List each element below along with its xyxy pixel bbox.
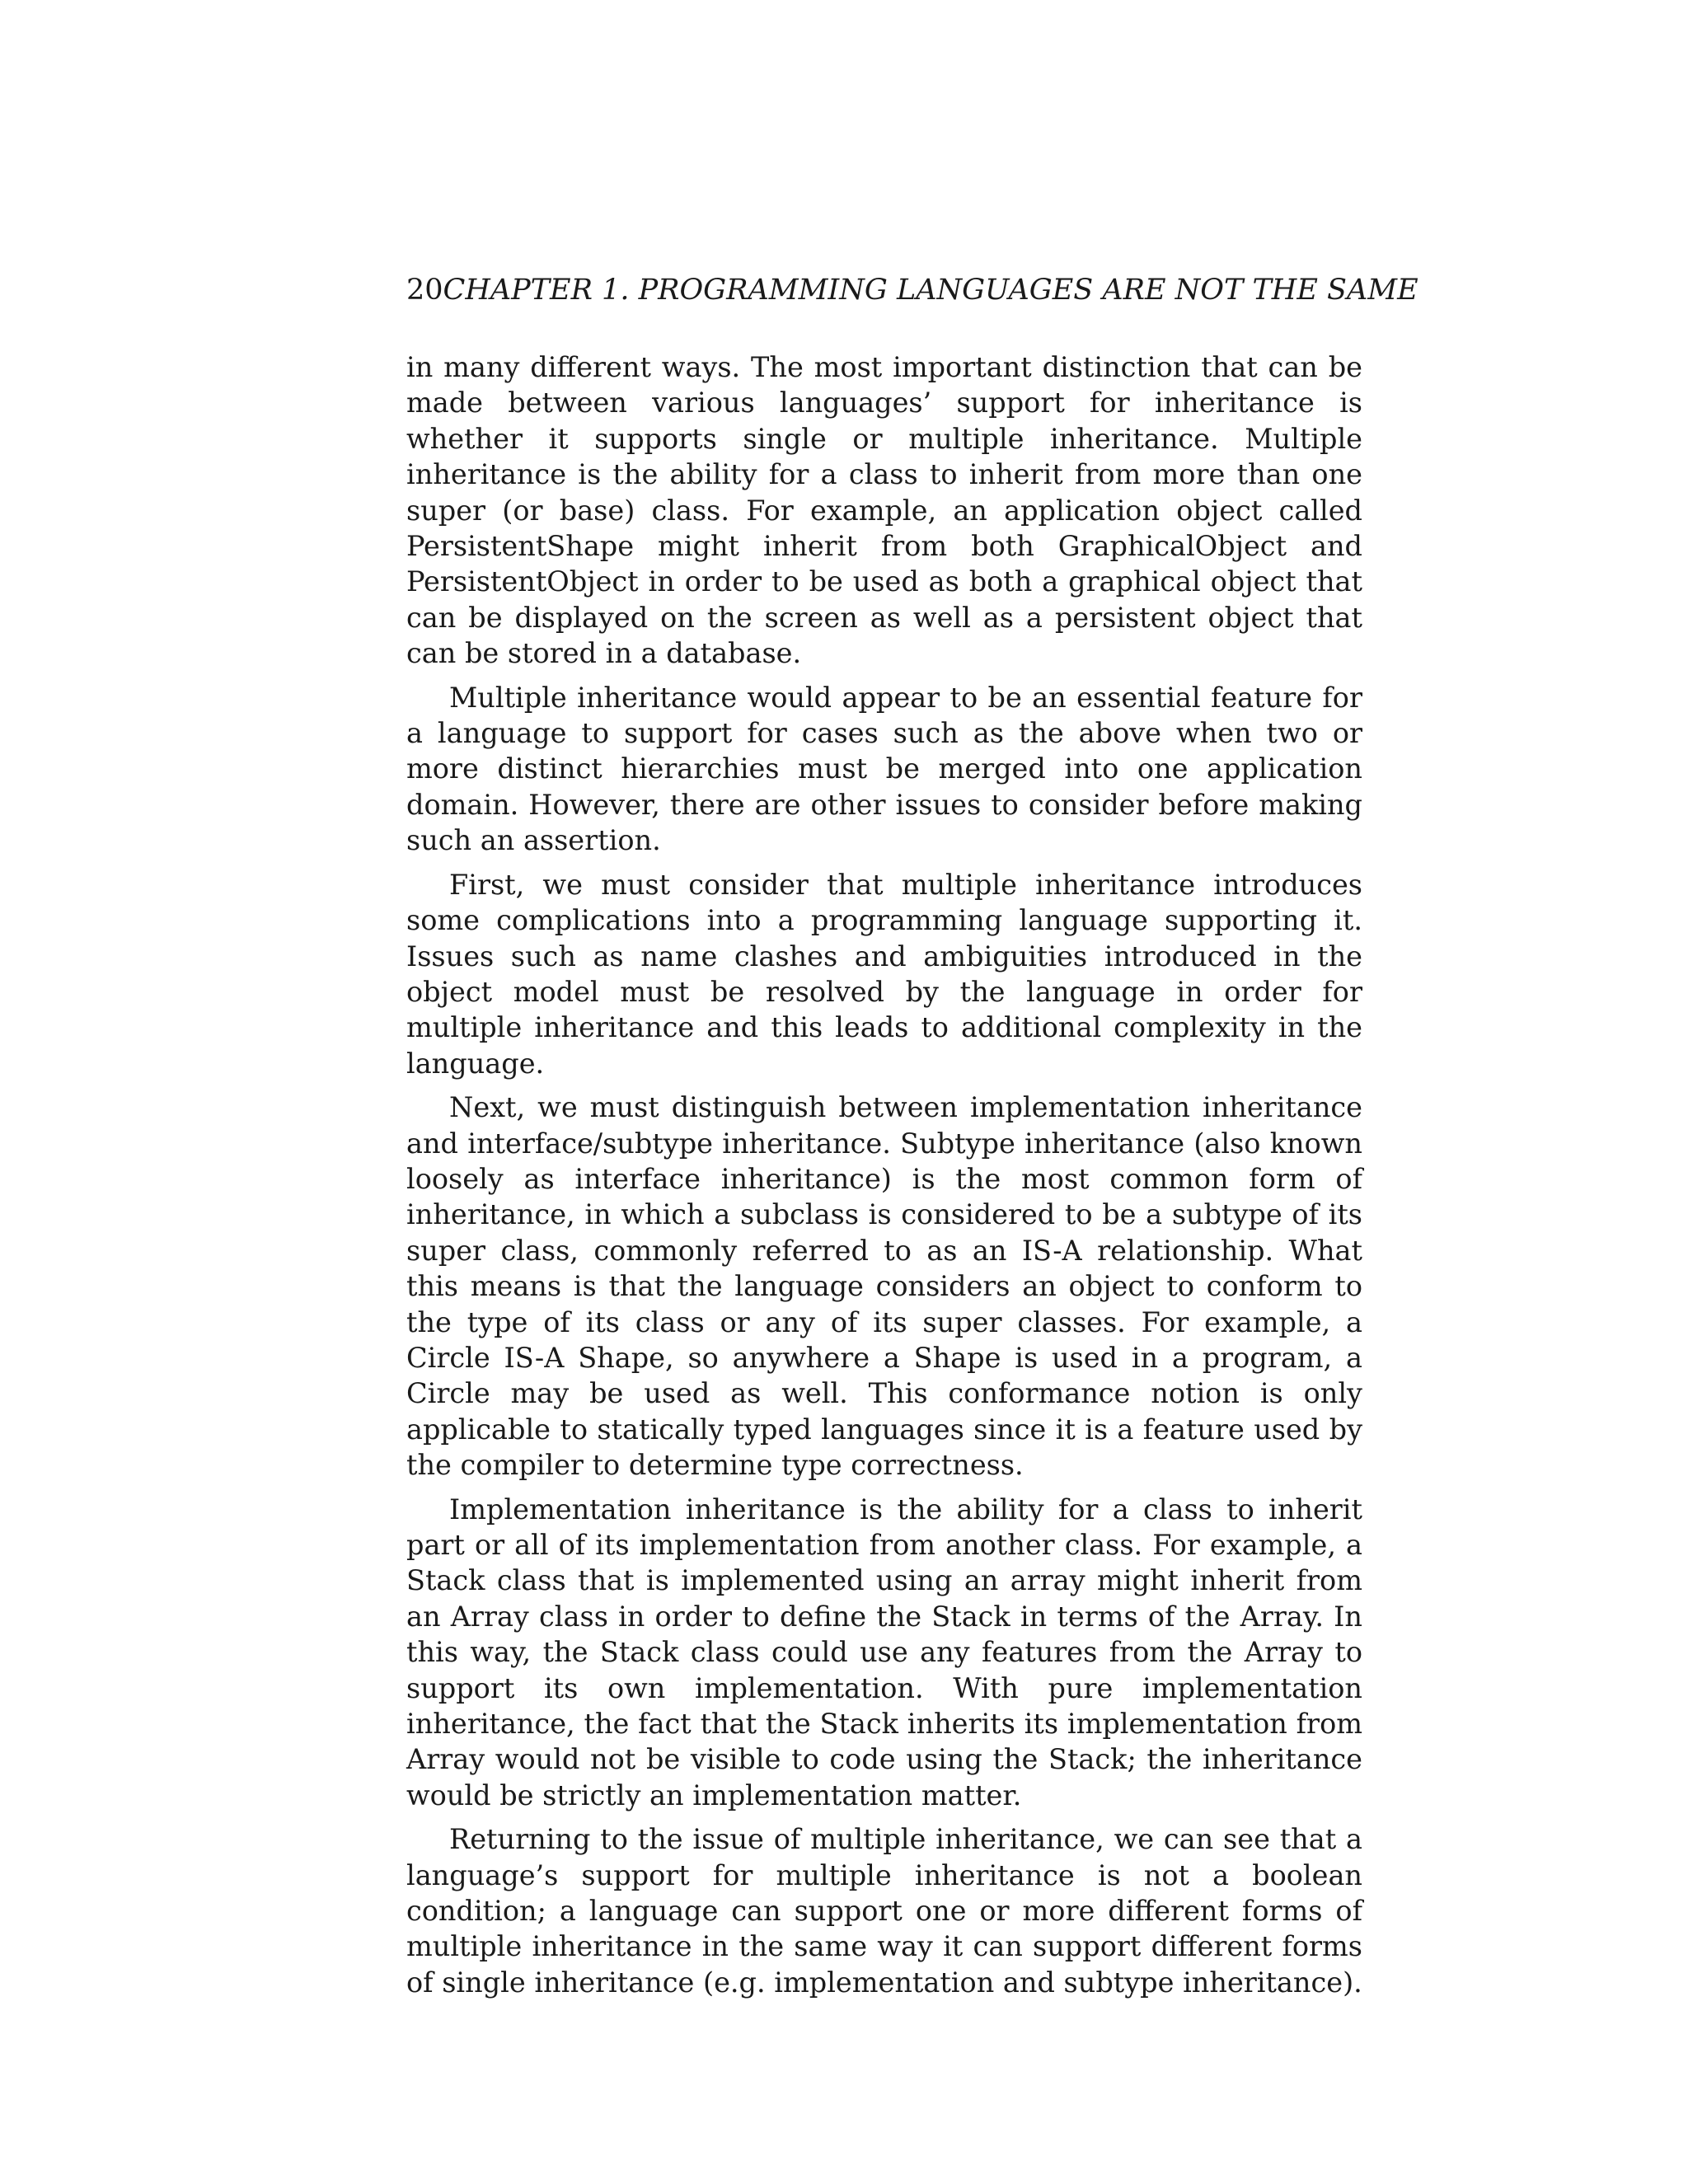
paragraph-3: First, we must consider that multiple inheritance introduces some complications into a programming language supporting it. Issues such as name clashes and ambiguities introduced in the object model must be resolved by the language in order for multiple inheritance and this leads to additional complexity in the language.: [406, 868, 1362, 1080]
paragraph-5: Implementation inheritance is the ability for a class to inherit part or all of its implementation from another class. For example, a Stack class that is implemented using an array might inherit from an Array class in order to define the Stack in terms of the Array. In this way, the Stack class could use any features from the Array to support its own implementation. With pure implementation inheritance, the fact that the Stack inherits its implementation from Array would not be visible to code using the Stack; the inheritance would be strictly an implementation matter.: [406, 1493, 1362, 1811]
running-header: [406, 272, 1418, 308]
paragraph-2: Multiple inheritance would appear to be an essential feature for a language to support for cases such as the above when two or more distinct hierarchies must be merged into one application domain. However, there are other issues to consider before making such an assertion.: [406, 681, 1362, 857]
paragraph-6: Returning to the issue of multiple inheritance, we can see that a language’s support for multiple inheritance is not a boolean condition; a language can support one or more different forms of multiple inheritance in the same way it can support different forms of single inheritance (e.g. implementation and subtype inheritance).: [406, 1823, 1362, 1999]
page-number: 20: [406, 274, 443, 307]
chapter-title: CHAPTER 1. PROGRAMMING LANGUAGES ARE NOT THE SAME: [443, 274, 1418, 307]
body-text: [406, 349, 1362, 2008]
paragraph-4: Next, we must distinguish between implementation inheritance and interface/subtype inheritance. Subtype inheritance (also known loosely as interface inheritance) is the most common form of inheritance, in which a subclass is considered to be a subtype of its super class, commonly referred to as an IS-A relationship. What this means is that the language considers an object to conform to the type of its class or any of its super classes. For example, a Circle IS-A Shape, so anywhere a Shape is used in a program, a Circle may be used as well. This conformance notion is only applicable to statically typed languages since it is a feature used by the compiler to determine type correctness.: [406, 1091, 1362, 1482]
paragraph-1: in many different ways. The most important distinction that can be made between various languages’ support for inheritance is whether it supports single or multiple inheritance. Multiple inheritance is the ability for a class to inherit from more than one super (or base) class. For example, an application object called PersistentShape might inherit from both GraphicalObject and PersistentObject in order to be used as both a graphical object that can be displayed on the screen as well as a persistent object that can be stored in a database.: [406, 351, 1362, 670]
